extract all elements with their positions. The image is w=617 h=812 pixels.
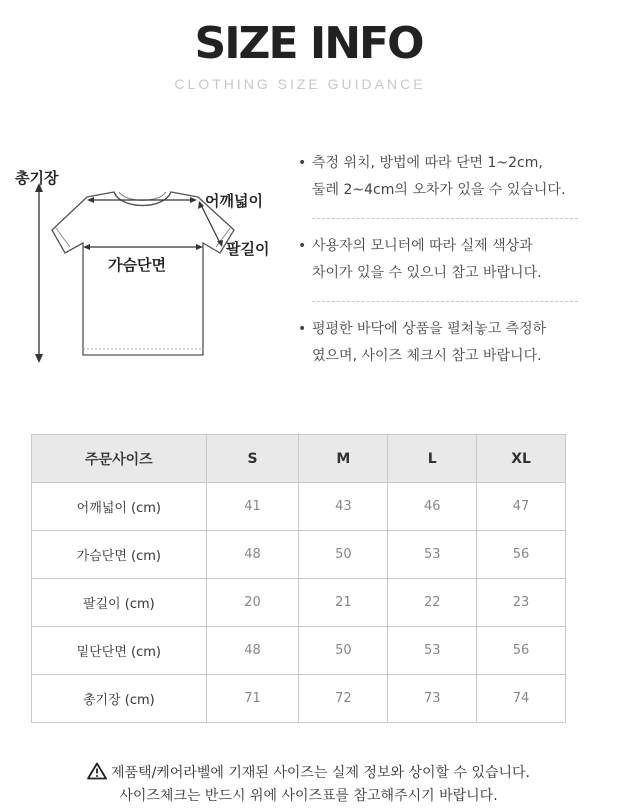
dashed-divider [312, 301, 578, 302]
note-line: 평평한 바닥에 상품을 펼쳐놓고 측정하 [312, 321, 547, 337]
measurement-notes [298, 150, 588, 370]
table-header-row [32, 435, 566, 483]
header-size-s: S [206, 435, 299, 483]
table-row [32, 675, 566, 723]
table-cell: 71 [206, 675, 299, 723]
shoulder-label: 어깨넓이 [205, 192, 263, 210]
warning-text-1: 제품택/케어라벨에 기재된 사이즈는 실제 정보와 상이할 수 있습니다. [111, 765, 530, 781]
bullet-icon: • [298, 155, 307, 171]
size-table [31, 434, 566, 723]
page-title: SIZE INFO [194, 18, 423, 69]
note-line: 였으며, 사이즈 체크시 참고 바랍니다. [312, 348, 542, 364]
table-row [32, 483, 566, 531]
row-label: 총기장 (cm) [32, 675, 207, 723]
note-line: 차이가 있을 수 있으니 참고 바랍니다. [312, 265, 542, 281]
note-line: 둘레 2~4cm의 오차가 있을 수 있습니다. [312, 182, 566, 198]
bullet-icon: • [298, 238, 307, 254]
table-cell: 53 [388, 531, 477, 579]
header-size-m: M [299, 435, 388, 483]
warning-text-2: 사이즈체크는 반드시 위에 사이즈표를 참고해주시기 바랍니다. [119, 788, 498, 804]
bullet-icon: • [298, 321, 307, 337]
table-row [32, 627, 566, 675]
table-cell: 50 [299, 531, 388, 579]
table-cell: 50 [299, 627, 388, 675]
row-label: 밑단단면 (cm) [32, 627, 207, 675]
size-warning [0, 762, 617, 808]
row-label: 가슴단면 (cm) [32, 531, 207, 579]
total-length-label: 총기장 [15, 169, 59, 187]
table-cell: 43 [299, 483, 388, 531]
header-size-l: L [388, 435, 477, 483]
table-cell: 73 [388, 675, 477, 723]
row-label: 어깨넓이 (cm) [32, 483, 207, 531]
row-label: 팔길이 (cm) [32, 579, 207, 627]
table-cell: 48 [206, 627, 299, 675]
dashed-divider [312, 218, 578, 219]
warning-line [0, 762, 617, 785]
table-cell: 53 [388, 627, 477, 675]
table-cell: 22 [388, 579, 477, 627]
table-row [32, 531, 566, 579]
tshirt-diagram [0, 150, 290, 380]
table-cell: 72 [299, 675, 388, 723]
header-order-size: 주문사이즈 [32, 435, 207, 483]
note-item [298, 150, 588, 204]
chest-label: 가슴단면 [108, 256, 166, 274]
note-line: 사용자의 모니터에 따라 실제 색상과 [312, 238, 533, 254]
table-cell: 20 [206, 579, 299, 627]
table-cell: 74 [477, 675, 566, 723]
table-row [32, 579, 566, 627]
table-cell: 21 [299, 579, 388, 627]
note-line: 측정 위치, 방법에 따라 단면 1~2cm, [312, 155, 543, 171]
table-cell: 41 [206, 483, 299, 531]
table-cell: 56 [477, 627, 566, 675]
note-item [298, 316, 588, 370]
table-cell: 47 [477, 483, 566, 531]
table-cell: 46 [388, 483, 477, 531]
table-cell: 23 [477, 579, 566, 627]
page-subtitle: CLOTHING SIZE GUIDANCE [174, 76, 426, 92]
table-cell: 48 [206, 531, 299, 579]
note-item [298, 233, 588, 287]
warning-triangle-icon [87, 762, 107, 780]
table-cell: 56 [477, 531, 566, 579]
sleeve-label: 팔길이 [226, 240, 270, 258]
header-size-xl: XL [477, 435, 566, 483]
